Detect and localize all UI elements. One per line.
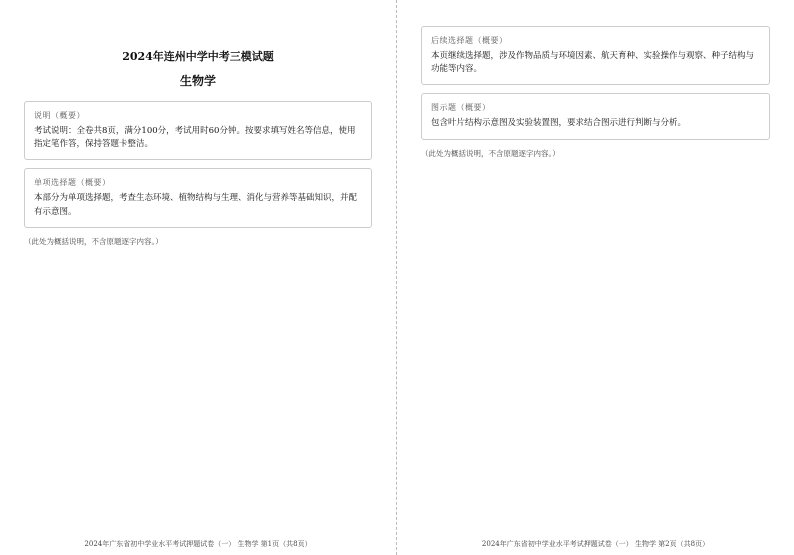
- block-label: 说明（概要）: [34, 111, 85, 120]
- page-footer: 2024年广东省初中学业水平考试押题试卷（一） 生物学 第2页（共8页）: [481, 540, 710, 548]
- page-footer: 2024年广东省初中学业水平考试押题试卷（一） 生物学 第1页（共8页）: [84, 540, 312, 548]
- summary-note: （此处为概括说明，不含原题逐字内容。）: [24, 236, 163, 246]
- block-text: 考试说明：全卷共8页，满分100分，考试用时60分钟。按要求填写姓名等信息，使用指定笔作答，保持答题卡整洁。: [34, 126, 356, 150]
- summary-block-instructions: [24, 101, 372, 160]
- summary-block-choice: [24, 168, 372, 227]
- summary-block-figures: [421, 93, 770, 139]
- summary-note: （此处为概括说明，不含原题逐字内容。）: [421, 148, 560, 158]
- block-text: 本部分为单项选择题，考查生态环境、植物结构与生理、消化与营养等基础知识，并配有示意图。: [34, 193, 358, 217]
- block-label: 后续选择题（概要）: [431, 36, 508, 45]
- block-label: 单项选择题（概要）: [34, 178, 111, 188]
- exam-title: 2024年连州中学中考三模试题: [122, 50, 274, 63]
- exam-subject: 生物学: [179, 74, 216, 88]
- block-label: 图示题（概要）: [431, 103, 491, 113]
- summary-block-continued: [421, 26, 770, 85]
- block-text: 本页继续选择题，涉及作物品质与环境因素、航天育种、实验操作与观察、种子结构与功能等内容。: [431, 51, 755, 75]
- block-text: 包含叶片结构示意图及实验装置图，要求结合图示进行判断与分析。: [431, 118, 687, 129]
- page-right: [397, 0, 794, 555]
